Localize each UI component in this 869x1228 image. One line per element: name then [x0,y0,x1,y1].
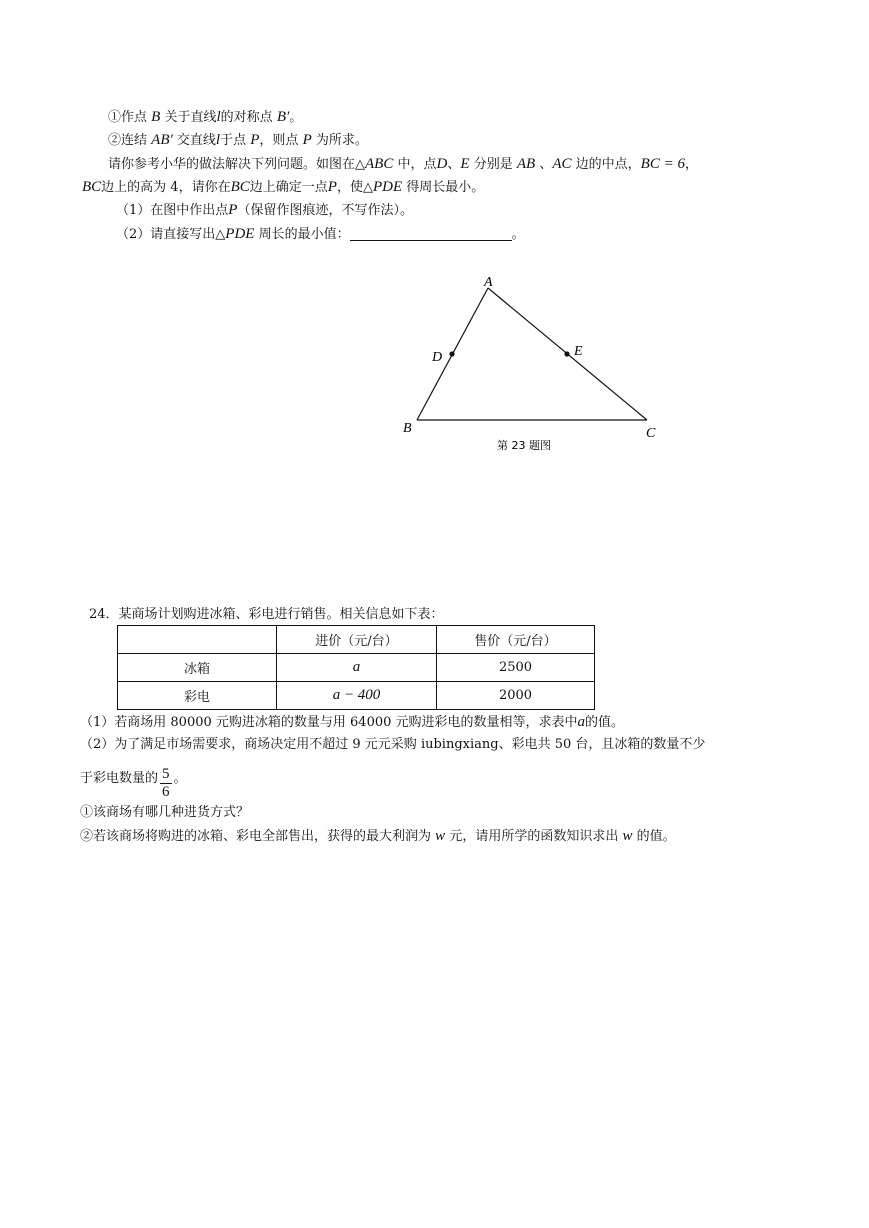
table-cell-name: 彩电 [118,682,277,710]
step-1-line: ①作点 B 关于直线l的对称点 B′。 [108,109,303,125]
table-cell-price: 2000 [437,682,595,710]
label-a: A [484,275,493,290]
q24-part-1: （1）若商场用 80000 元购进冰箱的数量与用 64000 元购进彩电的数量相等，求表中a的值。 [80,714,625,730]
table-row [118,682,595,710]
triangle-figure [0,0,869,480]
problem-statement-line-2: BC边上的高为 4，请你在BC边上确定一点P，使△PDE 得周长最小。 [82,179,485,195]
label-d: D [432,350,443,365]
table-header-cell [118,626,277,654]
subquestion-2-line: （2）请直接写出△PDE 周长的最小值： 。 [116,226,525,242]
label-c: C [646,426,656,441]
table-header-row [118,626,595,654]
q24-sub-2: ②若该商场将购进的冰箱、彩电全部售出，获得的最大利润为 w 元，请用所学的函数知识求出 w 的值。 [80,828,676,844]
table-cell-name: 冰箱 [118,654,277,682]
price-table [117,625,595,710]
table-cell-price: 2500 [437,654,595,682]
table-header-cell: 进价（元/台） [277,626,437,654]
question-24-title: 24．某商场计划购进冰箱、彩电进行销售。相关信息如下表： [89,607,444,622]
q24-part-2-line-1: （2）为了满足市场需要求，商场决定用不超过 9 元元采购 iubingxiang、彩电共 50 台，且冰箱的数量不少 [80,737,706,752]
subquestion-1-line: （1）在图中作出点P（保留作图痕迹，不写作法）。 [116,202,413,218]
fraction-five-sixths: $\frac{5}{6}$ [162,766,170,800]
q24-part-2-line-2: 于彩电数量的 $\frac{5}{6}$ 。 [80,766,187,800]
table-row [118,654,595,682]
step-2-line: ②连结 AB′ 交直线l于点 P，则点 P 为所求。 [108,132,368,148]
point-e [564,351,569,356]
figure-caption: 第 23 题图 [497,439,551,452]
q24-sub-1: ①该商场有哪几种进货方式？ [80,805,250,820]
table-cell-cost: a [277,654,437,682]
point-d [449,351,454,356]
label-e: E [574,344,583,359]
label-b: B [403,421,412,436]
table-cell-cost: a − 400 [277,682,437,710]
table-header-cell: 售价（元/台） [437,626,595,654]
problem-statement-line-1: 请你参考小华的做法解决下列问题。如图在△ABC 中，点D、E 分别是 AB 、AC 边的中点，BC = 6， [108,156,698,172]
